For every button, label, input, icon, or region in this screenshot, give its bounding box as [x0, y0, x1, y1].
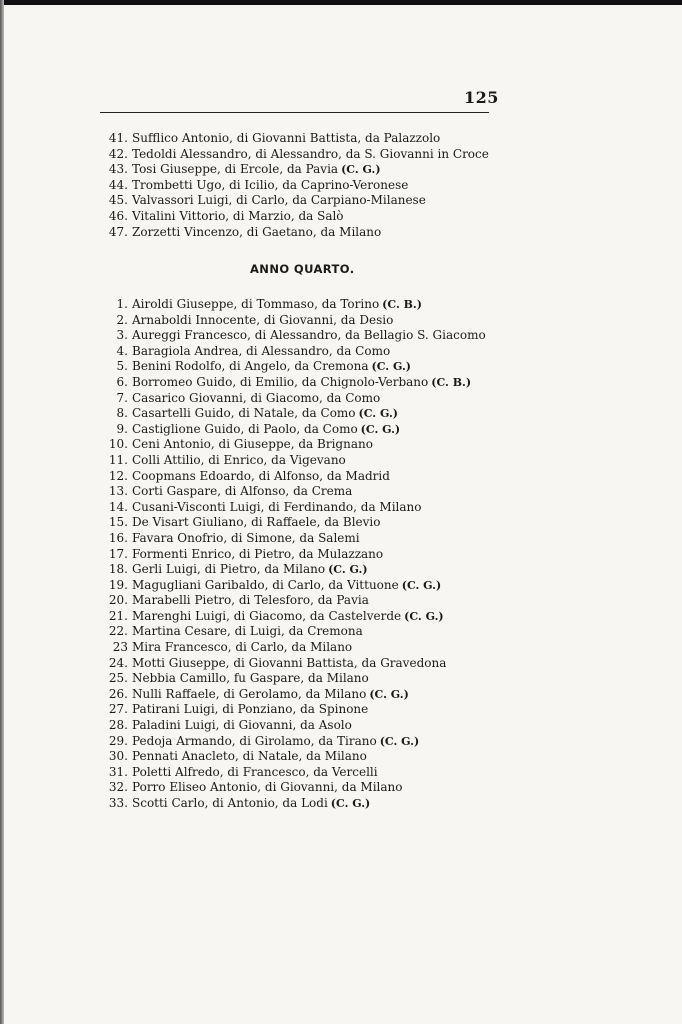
entry-flag: (C. B.)	[431, 375, 472, 389]
entry-number: 41.	[108, 131, 128, 145]
entry-number: 25.	[108, 671, 128, 686]
entry-number: 13.	[108, 484, 128, 499]
entry-flag: (C. G.)	[379, 734, 420, 748]
entry-number: 17.	[108, 546, 128, 561]
entry-text: De Visart Giuliano, di Raffaele, da Blevio	[132, 515, 381, 530]
entry-text: Mira Francesco, di Carlo, da Milano	[132, 640, 353, 655]
list-item	[104, 359, 486, 375]
list-item	[104, 422, 486, 438]
entry-text: Coopmans Edoardo, di Alfonso, da Madrid	[132, 468, 390, 483]
entry-flag: (C. G.)	[360, 422, 401, 436]
section-heading-anno-quarto: ANNO QUARTO.	[250, 262, 355, 276]
entry-flag: (C. G.)	[401, 578, 442, 592]
entry-number: 8.	[116, 406, 128, 421]
entry-number: 46.	[108, 208, 128, 223]
entry-number: 44.	[108, 177, 128, 192]
list-item	[104, 671, 486, 687]
entry-text: Pennati Anacleto, di Natale, da Milano	[132, 749, 367, 764]
entry-number: 45.	[108, 193, 128, 208]
entry-text: Martina Cesare, di Luigi, da Cremona	[132, 624, 363, 639]
list-item	[104, 313, 486, 329]
entry-number: 10.	[108, 437, 128, 452]
list-item	[104, 344, 486, 360]
list-item	[104, 609, 486, 625]
entry-number: 31.	[108, 764, 128, 779]
entry-number: 18.	[108, 562, 128, 577]
list-item	[104, 640, 486, 656]
list-item	[104, 391, 486, 407]
entry-text: Valvassori Luigi, di Carlo, da Carpiano-Milanese	[132, 193, 426, 208]
entry-number: 4.	[116, 343, 128, 358]
list-item	[104, 147, 489, 163]
entry-text: Vitalini Vittorio, di Marzio, da Salò	[132, 208, 344, 223]
entry-text: Benini Rodolfo, di Angelo, da Cremona	[132, 359, 369, 374]
list-item	[104, 547, 486, 563]
list-item	[104, 562, 486, 578]
list-item	[104, 131, 489, 147]
list-item	[104, 225, 489, 241]
entry-text: Tosi Giuseppe, di Ercole, da Pavia	[132, 162, 339, 177]
list-item	[104, 375, 486, 391]
entry-number: 9.	[116, 421, 128, 436]
list-item	[104, 749, 486, 765]
entry-number: 22.	[108, 624, 128, 639]
entry-number: 6.	[116, 374, 128, 389]
entry-number: 27.	[108, 702, 128, 717]
entry-number: 1.	[116, 297, 128, 311]
entry-text: Colli Attilio, di Enrico, da Vigevano	[132, 452, 346, 467]
list-item	[104, 209, 489, 225]
list-item	[104, 437, 486, 453]
entry-flag: (C. G.)	[341, 163, 381, 177]
entry-number: 43.	[108, 162, 128, 177]
entry-number: 29.	[108, 733, 128, 748]
list-item	[104, 578, 486, 594]
entry-number: 42.	[108, 146, 128, 161]
entry-number: 24.	[108, 655, 128, 670]
list-item	[104, 796, 486, 812]
list-item	[104, 500, 486, 516]
list-item	[104, 469, 486, 485]
entry-flag: (C. G.)	[404, 609, 444, 623]
entry-text: Ceni Antonio, di Giuseppe, da Brignano	[132, 437, 373, 452]
entry-text: Patirani Luigi, di Ponziano, da Spinone	[132, 702, 369, 717]
entry-text: Airoldi Giuseppe, di Tommaso, da Torino	[132, 297, 380, 311]
entry-text: Sufflico Antonio, di Giovanni Battista, da Palazzolo	[132, 131, 441, 145]
entry-text: Tedoldi Alessandro, di Alessandro, da S. Giovanni in Croce	[132, 146, 489, 161]
entry-text: Nebbia Camillo, fu Gaspare, da Milano	[132, 671, 369, 686]
entry-text: Nulli Raffaele, di Gerolamo, da Milano	[132, 686, 367, 701]
entry-number: 26.	[108, 686, 128, 701]
entry-text: Marabelli Pietro, di Telesforo, da Pavia	[132, 593, 369, 608]
list-item	[104, 624, 486, 640]
list-item	[104, 765, 486, 781]
entry-text: Baragiola Andrea, di Alessandro, da Como	[132, 343, 391, 358]
entry-text: Corti Gaspare, di Alfonso, da Crema	[132, 484, 353, 499]
entry-number: 21.	[108, 608, 128, 623]
entry-flag: (C. B.)	[382, 298, 422, 311]
list-item	[104, 687, 486, 703]
list-item	[104, 193, 489, 209]
entry-text: Cusani-Visconti Luigi, di Ferdinando, da Milano	[132, 499, 422, 514]
entry-text: Casartelli Guido, di Natale, da Como	[132, 406, 356, 421]
list-item	[104, 328, 486, 344]
entry-flag: (C. G.)	[371, 360, 411, 374]
entry-number: 5.	[116, 359, 128, 374]
entry-number: 19.	[108, 577, 128, 592]
entry-text: Gerli Luigi, di Pietro, da Milano	[132, 562, 326, 577]
entry-number: 30.	[108, 749, 128, 764]
list-item	[104, 484, 486, 500]
entry-number: 33.	[108, 796, 128, 810]
entry-number: 12.	[108, 468, 128, 483]
entry-flag: (C. G.)	[358, 407, 398, 421]
page-number: 125	[464, 88, 499, 107]
entry-flag: (C. G.)	[328, 563, 368, 577]
page-top-edge	[0, 0, 682, 5]
entry-number: 20.	[108, 593, 128, 608]
entry-text: Porro Eliseo Antonio, di Giovanni, da Milano	[132, 780, 403, 795]
entry-number: 28.	[108, 718, 128, 733]
entry-text: Paladini Luigi, di Giovanni, da Asolo	[132, 718, 352, 733]
entry-number: 16.	[108, 530, 128, 545]
entry-text: Casarico Giovanni, di Giacomo, da Como	[132, 390, 381, 405]
list-item	[104, 718, 486, 734]
list-item	[104, 297, 486, 313]
student-list-previous	[104, 131, 489, 240]
list-item	[104, 515, 486, 531]
list-item	[104, 453, 486, 469]
list-item	[104, 406, 486, 422]
list-item	[104, 702, 486, 718]
entry-number: 32.	[108, 780, 128, 795]
entry-text: Marenghi Luigi, di Giacomo, da Castelverde	[132, 608, 402, 623]
entry-number: 23	[112, 640, 128, 655]
entry-text: Aureggi Francesco, di Alessandro, da Bellagio S. Giacomo	[132, 328, 486, 343]
entry-text: Favara Onofrio, di Simone, da Salemi	[132, 530, 360, 545]
entry-text: Castiglione Guido, di Paolo, da Como	[132, 421, 358, 436]
entry-number: 3.	[116, 328, 128, 343]
entry-number: 11.	[108, 452, 128, 467]
entry-text: Magugliani Garibaldo, di Carlo, da Vittuone	[132, 577, 399, 592]
entry-text: Trombetti Ugo, di Icilio, da Caprino-Veronese	[132, 177, 409, 192]
entry-text: Borromeo Guido, di Emilio, da Chignolo-Verbano	[132, 374, 429, 389]
list-item	[104, 593, 486, 609]
list-item	[104, 656, 486, 672]
entry-number: 7.	[116, 390, 128, 405]
entry-flag: (C. G.)	[369, 687, 409, 701]
list-item	[104, 531, 486, 547]
entry-text: Poletti Alfredo, di Francesco, da Vercelli	[132, 764, 378, 779]
header-rule	[100, 112, 489, 113]
list-item	[104, 734, 486, 750]
entry-number: 14.	[108, 499, 128, 514]
list-item	[104, 162, 489, 178]
entry-text: Zorzetti Vincenzo, di Gaetano, da Milano	[132, 224, 382, 239]
entry-text: Scotti Carlo, di Antonio, da Lodi	[132, 796, 328, 810]
page-binding-edge	[0, 0, 4, 1024]
list-item	[104, 178, 489, 194]
entry-flag: (C. G.)	[330, 797, 371, 810]
student-list-anno-quarto	[104, 297, 486, 812]
entry-text: Formenti Enrico, di Pietro, da Mulazzano	[132, 546, 384, 561]
list-item	[104, 780, 486, 796]
entry-number: 2.	[116, 312, 128, 327]
entry-number: 15.	[108, 515, 128, 530]
entry-number: 47.	[108, 224, 128, 239]
entry-text: Motti Giuseppe, di Giovanni Battista, da Gravedona	[132, 655, 447, 670]
entry-text: Arnaboldi Innocente, di Giovanni, da Desio	[132, 312, 394, 327]
entry-text: Pedoja Armando, di Girolamo, da Tirano	[132, 733, 377, 748]
